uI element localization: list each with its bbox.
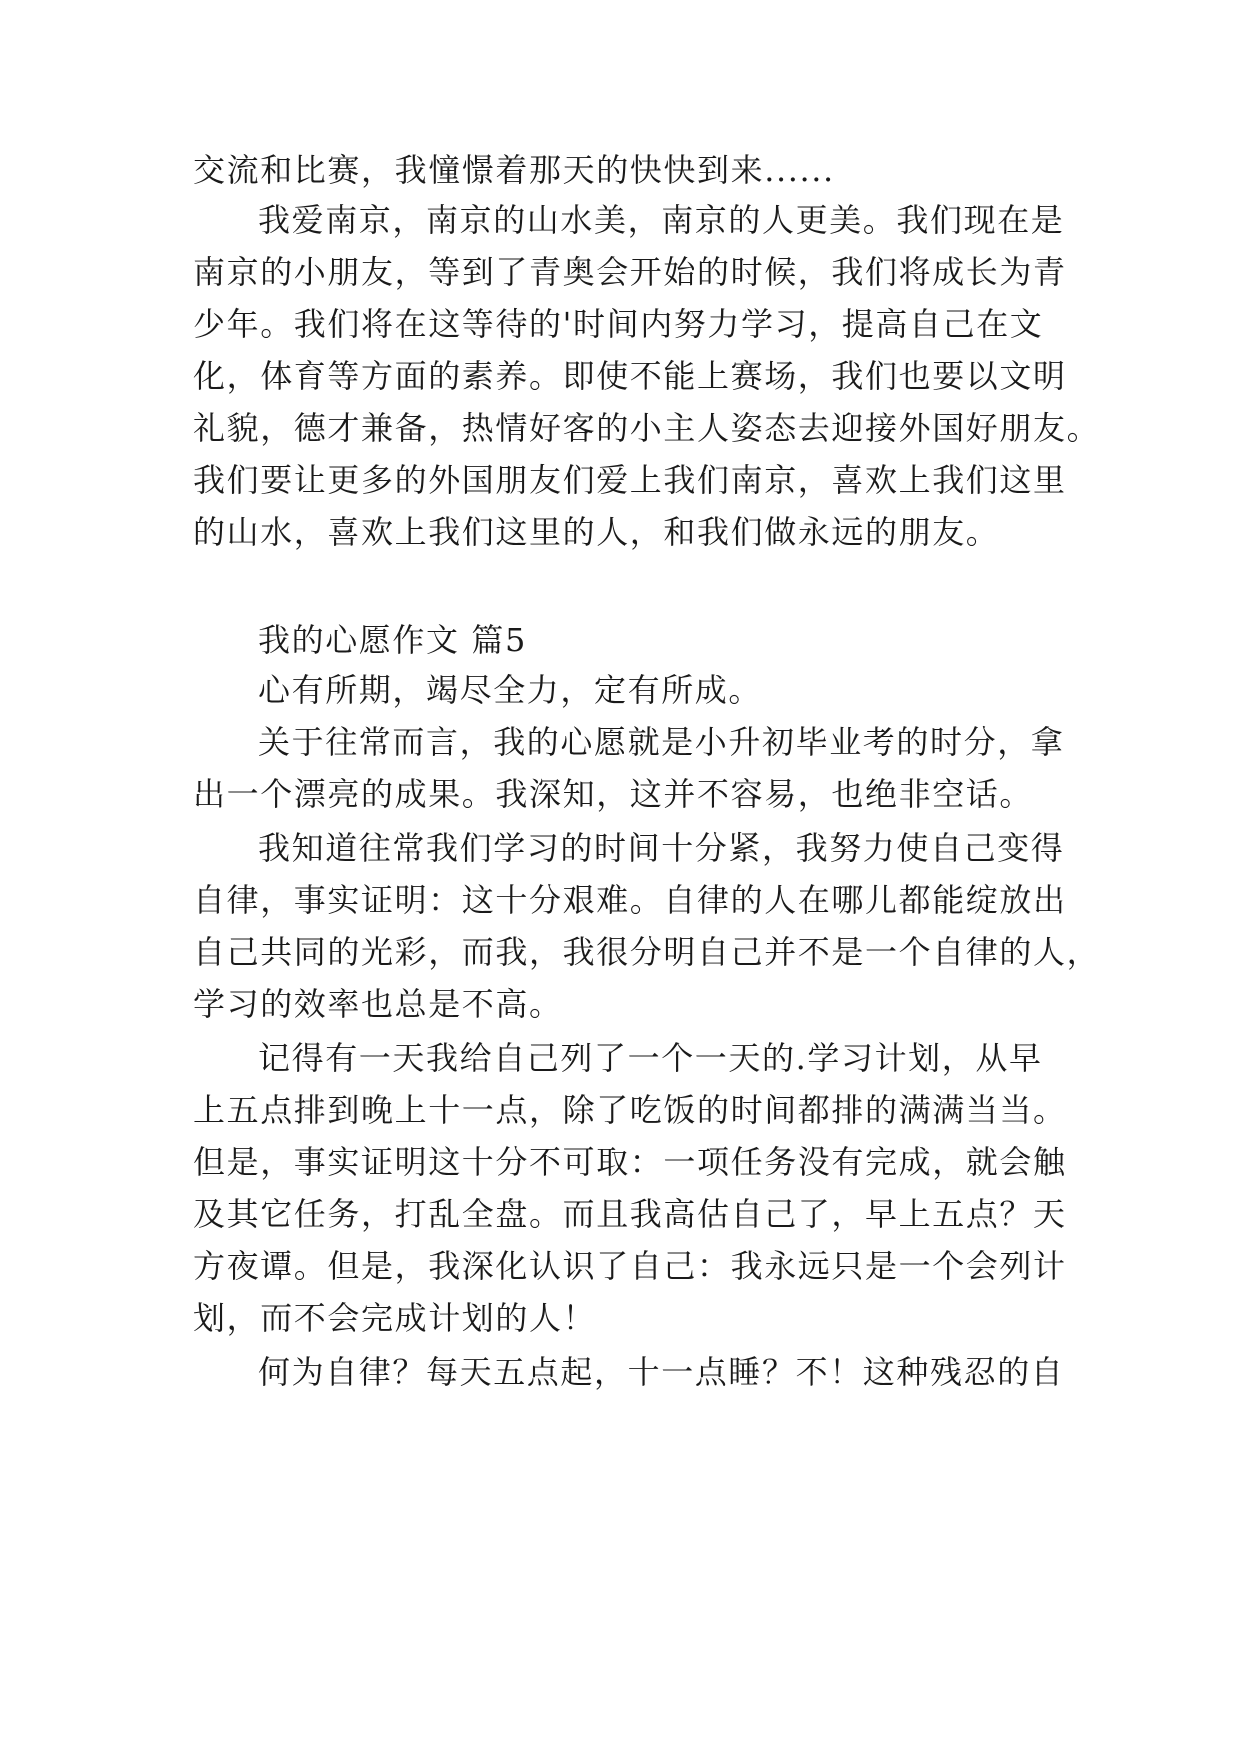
text-line: 但是，事实证明这十分不可取：一项任务没有完成，就会触	[193, 1143, 1067, 1181]
paragraph-first-line: 我爱南京，南京的山水美，南京的人更美。我们现在是	[258, 201, 1065, 239]
text-line: 方夜谭。但是，我深化认识了自己：我永远只是一个会列计	[193, 1247, 1067, 1285]
text-line: 的山水，喜欢上我们这里的人，和我们做永远的朋友。	[193, 513, 1000, 551]
text-line: 出一个漂亮的成果。我深知，这并不容易，也绝非空话。	[193, 775, 1034, 813]
paragraph-first-line: 记得有一天我给自己列了一个一天的.学习计划，从早	[258, 1039, 1043, 1077]
paragraph-first-line: 我知道往常我们学习的时间十分紧，我努力使自己变得	[258, 829, 1065, 867]
text-line: 划，而不会完成计划的人！	[193, 1299, 597, 1337]
section-heading: 我的心愿作文 篇5	[258, 621, 527, 659]
text-line: 自律，事实证明：这十分艰难。自律的人在哪儿都能绽放出	[193, 881, 1067, 919]
paragraph-first-line: 心有所期，竭尽全力，定有所成。	[258, 671, 763, 709]
paragraph-first-line: 关于往常而言，我的心愿就是小升初毕业考的时分，拿	[258, 723, 1065, 761]
text-line: 自己共同的光彩，而我，我很分明自己并不是一个自律的人，	[193, 933, 1101, 971]
text-line: 南京的小朋友，等到了青奥会开始的时候，我们将成长为青	[193, 253, 1067, 291]
text-line: 化，体育等方面的素养。即使不能上赛场，我们也要以文明	[193, 357, 1067, 395]
text-line: 我们要让更多的外国朋友们爱上我们南京，喜欢上我们这里	[193, 461, 1067, 499]
text-line: 学习的效率也总是不高。	[193, 985, 563, 1023]
text-line: 礼貌，德才兼备，热情好客的小主人姿态去迎接外国好朋友。	[193, 409, 1101, 447]
text-line: 交流和比赛，我憧憬着那天的快快到来......	[193, 151, 835, 189]
text-line: 及其它任务，打乱全盘。而且我高估自己了，早上五点？天	[193, 1195, 1067, 1233]
text-line: 上五点排到晚上十一点，除了吃饭的时间都排的满满当当。	[193, 1091, 1067, 1129]
paragraph-first-line: 何为自律？每天五点起，十一点睡？不！这种残忍的自	[258, 1353, 1065, 1391]
text-line: 少年。我们将在这等待的'时间内努力学习，提高自己在文	[193, 305, 1044, 343]
